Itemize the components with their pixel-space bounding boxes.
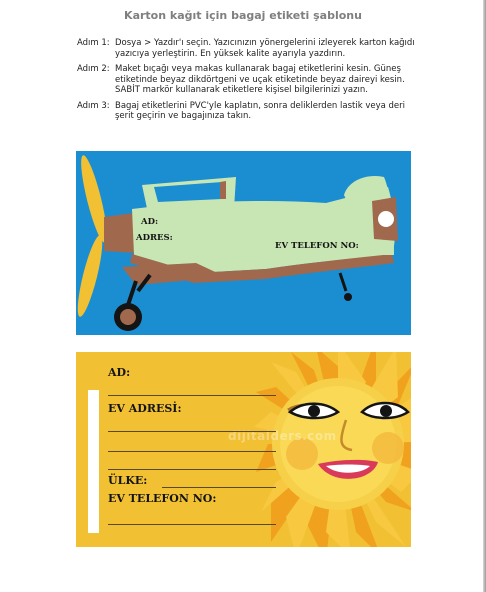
step-2	[77, 64, 417, 96]
step-label: Adım 3:	[77, 100, 110, 111]
name-label: AD:	[141, 217, 159, 227]
home-phone-label: EV TELEFON NO:	[108, 492, 217, 505]
step-1	[77, 38, 417, 59]
phone-line	[108, 524, 276, 525]
step-text: Bagaj etiketlerini PVC'yle kaplatın, sonra deliklerden lastik veya deri şerit geçirin ve bagajınıza takın.	[115, 100, 406, 121]
step-label: Adım 2:	[77, 64, 110, 74]
step-label: Adım 1:	[77, 38, 110, 48]
instructions	[77, 38, 417, 127]
country-label: ÜLKE:	[108, 474, 148, 487]
address-label: ADRES:	[136, 233, 173, 243]
country-line	[162, 487, 276, 488]
address-line-1	[108, 431, 276, 432]
step-text: Maket bıçağı veya makas kullanarak bagaj etiketlerini kesin. Güneş etiketinde beyaz dikdörtgeni ve uçak etiketinde beyaz daireyi kesin. SABİT markör kullanarak etiketlere kişisel bilgilerinizi yazın.	[115, 64, 405, 95]
sun-luggage-tag	[76, 352, 411, 547]
step-text: Dosya > Yazdır'ı seçin. Yazıcınızın yönergelerini izleyerek karton kağıdı yazıcıya yerleştirin. En yüksek kalite ayarıyla yazdırın.	[115, 38, 415, 59]
step-3	[77, 101, 417, 122]
cutout-rectangle	[88, 390, 99, 533]
sun-illustration	[76, 352, 411, 547]
address-line-3	[108, 469, 276, 470]
address-line-2	[108, 451, 276, 452]
name-label: AD:	[108, 366, 131, 379]
watermark: dijitalders.com	[228, 429, 337, 443]
document-title: Karton kağıt için bagaj etiketi şablonu	[124, 9, 362, 22]
name-line	[108, 395, 276, 396]
airplane-luggage-tag	[76, 151, 411, 335]
phone-label: EV TELEFON NO:	[275, 241, 359, 251]
home-address-label: EV ADRESİ:	[108, 402, 182, 415]
airplane-illustration	[76, 151, 411, 335]
